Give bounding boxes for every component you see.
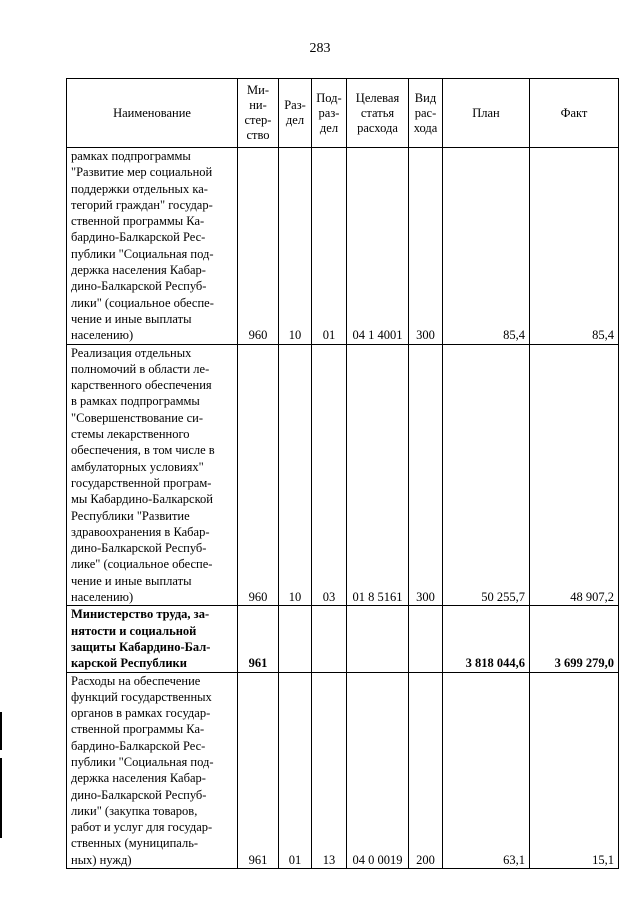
table-row bbox=[67, 344, 619, 606]
row-plan: 50 255,7 bbox=[443, 344, 530, 606]
row-subsection: 03 bbox=[312, 344, 347, 606]
row-subsection: 01 bbox=[312, 148, 347, 345]
col-plan-header: План bbox=[443, 79, 530, 148]
row-type: 300 bbox=[409, 344, 443, 606]
scan-edge-mark bbox=[0, 712, 2, 750]
row-name: Министерство труда, за- нятости и социальной защиты Кабардино-Бал- карской Республики bbox=[67, 606, 238, 672]
col-ministry-header: Ми- ни- стер- ство bbox=[238, 79, 279, 148]
row-plan: 63,1 bbox=[443, 672, 530, 869]
row-target: 04 1 4001 bbox=[347, 148, 409, 345]
col-fact-header: Факт bbox=[530, 79, 619, 148]
row-fact: 48 907,2 bbox=[530, 344, 619, 606]
row-ministry: 960 bbox=[238, 344, 279, 606]
row-target bbox=[347, 606, 409, 672]
row-type: 300 bbox=[409, 148, 443, 345]
table-row-ministry-total bbox=[67, 606, 619, 672]
page-number: 283 bbox=[309, 41, 331, 56]
col-target-header: Целевая статья расхода bbox=[347, 79, 409, 148]
col-name-header: Наименование bbox=[67, 79, 238, 148]
row-fact: 85,4 bbox=[530, 148, 619, 345]
row-plan: 3 818 044,6 bbox=[443, 606, 530, 672]
table-row bbox=[67, 148, 619, 345]
row-subsection bbox=[312, 606, 347, 672]
row-section: 01 bbox=[279, 672, 312, 869]
row-type: 200 bbox=[409, 672, 443, 869]
col-type-header: Вид рас- хода bbox=[409, 79, 443, 148]
row-target: 01 8 5161 bbox=[347, 344, 409, 606]
row-name: рамках подпрограммы "Развитие мер социальной поддержки отдельных ка- тегорий граждан" государ- ственной программы Ка- бардино-Балкарской Рес- публики "Социальная под- держка населения Кабар- дино-Балкарской Респуб- лики" (социальное обеспе- чение и иные выплаты населению) bbox=[67, 148, 238, 345]
row-name: Реализация отдельных полномочий в области ле- карственного обеспечения в рамках подпрограммы "Совершенствование си- стемы лекарственного обеспечения, в том числе в амбулаторных условиях" государственной програм- мы Кабардино-Балкарской Республики "Развитие здравоохранения в Кабар- дино-Балкарской Респуб- лике" (социальное обеспе- чение и иные выплаты населению) bbox=[67, 344, 238, 606]
row-plan: 85,4 bbox=[443, 148, 530, 345]
row-ministry: 960 bbox=[238, 148, 279, 345]
row-target: 04 0 0019 bbox=[347, 672, 409, 869]
budget-table bbox=[66, 78, 619, 869]
row-fact: 3 699 279,0 bbox=[530, 606, 619, 672]
col-subsection-header: Под- раз- дел bbox=[312, 79, 347, 148]
scan-edge-mark bbox=[0, 758, 2, 838]
row-name: Расходы на обеспечение функций государственных органов в рамках государ- ственной программы Ка- бардино-Балкарской Рес- публики "Социальная под- держка населения Кабар- дино-Балкарской Респуб- лики" (закупка товаров, работ и услуг для государ- ственных (муниципаль- ных) нужд) bbox=[67, 672, 238, 869]
row-section: 10 bbox=[279, 148, 312, 345]
col-section-header: Раз- дел bbox=[279, 79, 312, 148]
row-fact: 15,1 bbox=[530, 672, 619, 869]
header-row bbox=[67, 79, 619, 148]
row-ministry: 961 bbox=[238, 672, 279, 869]
row-subsection: 13 bbox=[312, 672, 347, 869]
row-type bbox=[409, 606, 443, 672]
row-section bbox=[279, 606, 312, 672]
row-section: 10 bbox=[279, 344, 312, 606]
row-ministry: 961 bbox=[238, 606, 279, 672]
table-row bbox=[67, 672, 619, 869]
